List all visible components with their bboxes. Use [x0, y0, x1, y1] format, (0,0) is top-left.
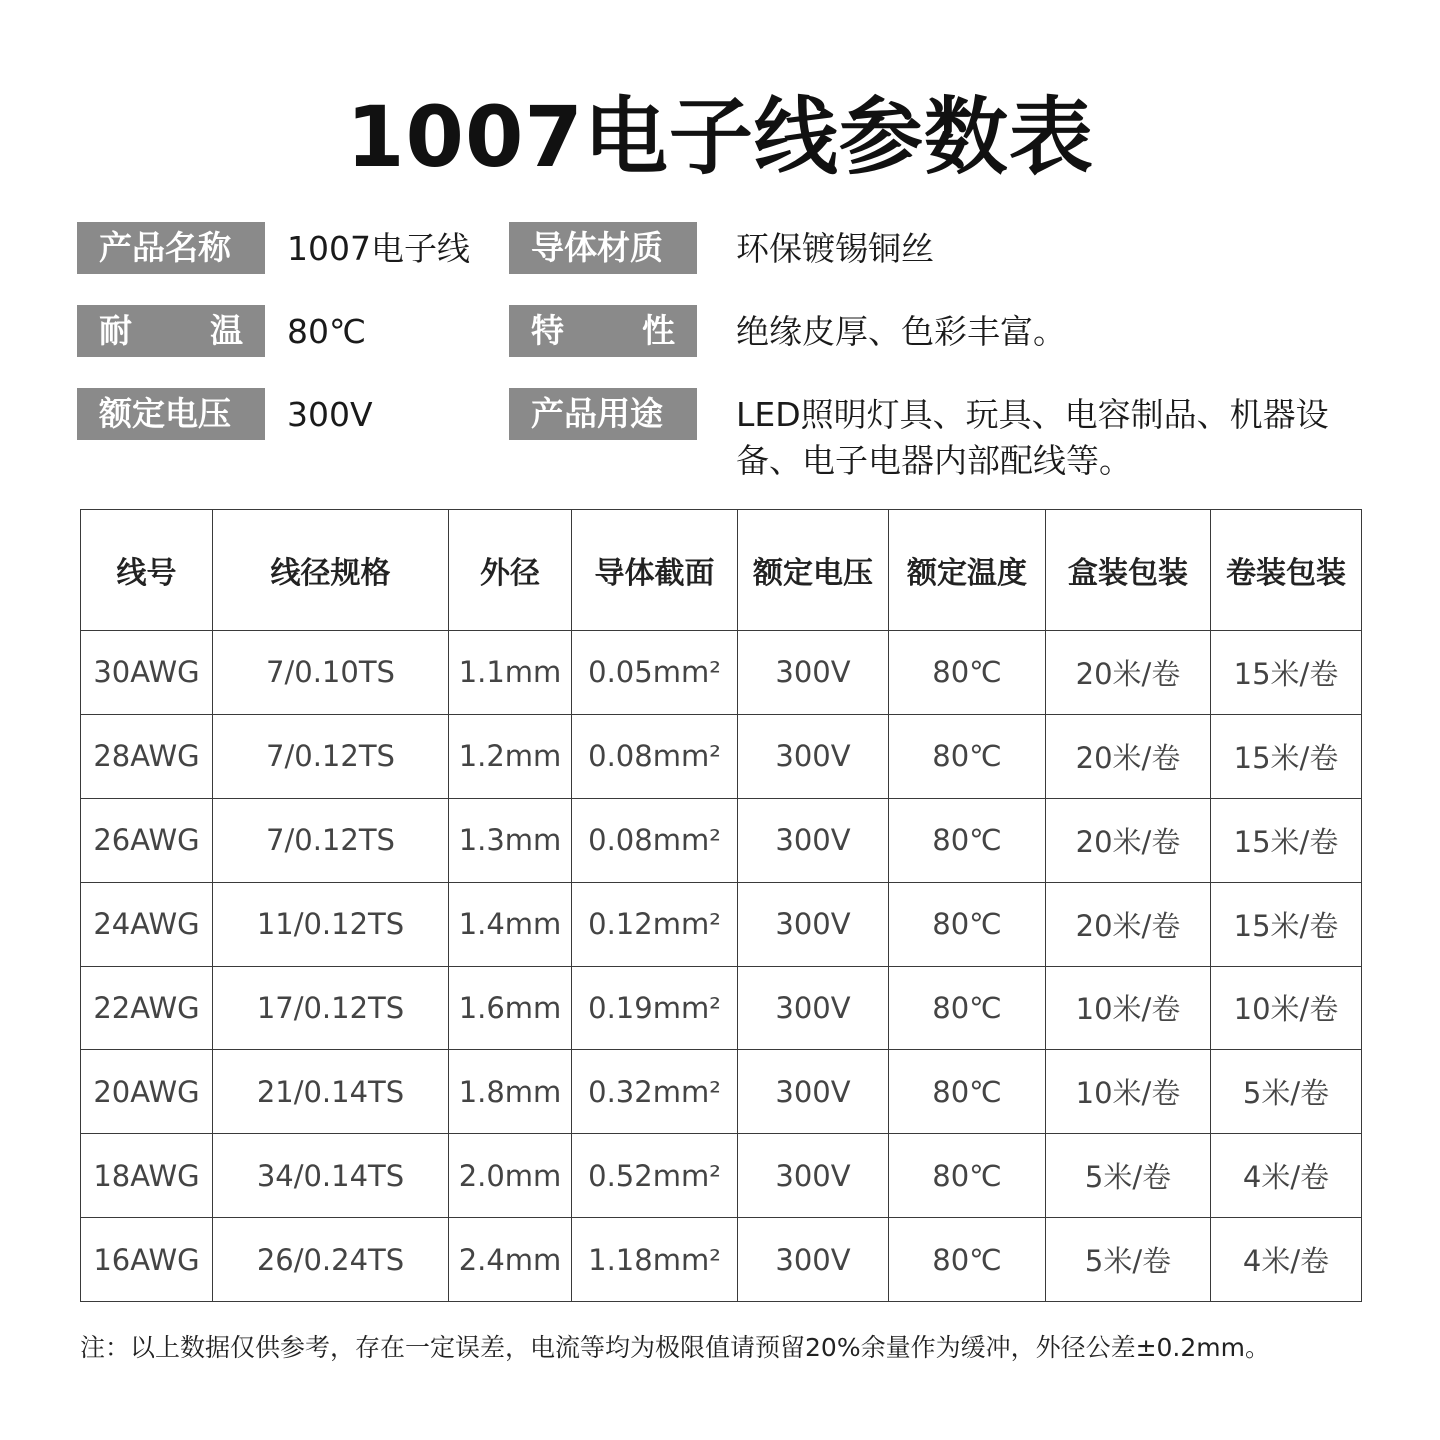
table-row — [81, 966, 1362, 1050]
table-cell: 28AWG — [81, 714, 213, 798]
table-cell: 20米/卷 — [1046, 631, 1211, 715]
table-row — [81, 1050, 1362, 1134]
table-cell: 20AWG — [81, 1050, 213, 1134]
table-cell: 1.1mm — [449, 631, 572, 715]
table-row — [81, 714, 1362, 798]
table-cell: 300V — [738, 882, 889, 966]
table-cell: 0.52mm² — [572, 1134, 738, 1218]
table-cell: 10米/卷 — [1046, 1050, 1211, 1134]
spec-label-char: 特 — [531, 311, 564, 350]
table-row — [81, 1134, 1362, 1218]
table-cell: 0.19mm² — [572, 966, 738, 1050]
table-cell: 20米/卷 — [1046, 714, 1211, 798]
table-cell: 80℃ — [889, 1134, 1046, 1218]
spec-label-text: 额定电压 — [99, 394, 231, 433]
spec-value-conductor: 环保镀锡铜丝 — [736, 229, 934, 268]
table-row — [81, 798, 1362, 882]
table-cell: 15米/卷 — [1211, 798, 1362, 882]
table-cell: 80℃ — [889, 798, 1046, 882]
spec-value-usage-line: 备、电子电器内部配线等。 — [736, 441, 1132, 480]
table-cell: 15米/卷 — [1211, 714, 1362, 798]
table-cell: 300V — [738, 1134, 889, 1218]
table-cell: 7/0.10TS — [213, 631, 449, 715]
table-cell: 1.2mm — [449, 714, 572, 798]
table-cell: 80℃ — [889, 882, 1046, 966]
spec-value-temperature: 80℃ — [287, 312, 367, 351]
table-cell: 34/0.14TS — [213, 1134, 449, 1218]
table-cell: 80℃ — [889, 966, 1046, 1050]
table-cell: 5米/卷 — [1046, 1134, 1211, 1218]
spec-label-char: 性 — [642, 311, 675, 350]
table-cell: 5米/卷 — [1211, 1050, 1362, 1134]
table-cell: 0.08mm² — [572, 714, 738, 798]
table-cell: 24AWG — [81, 882, 213, 966]
spec-label-char: 温 — [210, 311, 243, 350]
table-cell: 1.4mm — [449, 882, 572, 966]
spec-value-feature: 绝缘皮厚、色彩丰富。 — [736, 312, 1066, 351]
table-cell: 0.08mm² — [572, 798, 738, 882]
table-cell: 80℃ — [889, 1218, 1046, 1302]
table-cell: 7/0.12TS — [213, 798, 449, 882]
table-cell: 1.8mm — [449, 1050, 572, 1134]
spec-label-usage — [509, 388, 697, 440]
table-cell: 15米/卷 — [1211, 631, 1362, 715]
spec-label-product-name — [77, 222, 265, 274]
column-header: 外径 — [449, 510, 572, 631]
table-cell: 80℃ — [889, 1050, 1046, 1134]
table-cell: 26/0.24TS — [213, 1218, 449, 1302]
column-header: 线径规格 — [213, 510, 449, 631]
table-cell: 10米/卷 — [1046, 966, 1211, 1050]
table-cell: 1.3mm — [449, 798, 572, 882]
table-cell: 21/0.14TS — [213, 1050, 449, 1134]
table-cell: 16AWG — [81, 1218, 213, 1302]
spec-label-text: 产品用途 — [531, 394, 663, 433]
column-header: 线号 — [81, 510, 213, 631]
spec-label-text: 导体材质 — [531, 228, 663, 267]
table-cell: 11/0.12TS — [213, 882, 449, 966]
table-cell: 2.4mm — [449, 1218, 572, 1302]
table-cell: 300V — [738, 1050, 889, 1134]
table-row — [81, 631, 1362, 715]
table-cell: 300V — [738, 966, 889, 1050]
table-row — [81, 882, 1362, 966]
table-cell: 22AWG — [81, 966, 213, 1050]
spec-value-usage — [736, 392, 1376, 484]
table-cell: 80℃ — [889, 714, 1046, 798]
column-header: 盒装包装 — [1046, 510, 1211, 631]
table-header-row — [81, 510, 1362, 631]
column-header: 额定温度 — [889, 510, 1046, 631]
table-cell: 10米/卷 — [1211, 966, 1362, 1050]
footnote: 注：以上数据仅供参考，存在一定误差，电流等均为极限值请预留20%余量作为缓冲，外径公差±0.2mm。 — [80, 1333, 1270, 1362]
parameter-table — [80, 509, 1362, 1302]
column-header: 额定电压 — [738, 510, 889, 631]
spec-value-product-name: 1007电子线 — [287, 229, 470, 268]
table-cell: 0.05mm² — [572, 631, 738, 715]
table-cell: 20米/卷 — [1046, 798, 1211, 882]
table-cell: 300V — [738, 714, 889, 798]
spec-value-usage-line: LED照明灯具、玩具、电容制品、机器设 — [736, 395, 1329, 434]
spec-label-temperature — [77, 305, 265, 357]
spec-label-voltage — [77, 388, 265, 440]
table-cell: 5米/卷 — [1046, 1218, 1211, 1302]
spec-label-conductor — [509, 222, 697, 274]
table-cell: 1.18mm² — [572, 1218, 738, 1302]
table-cell: 18AWG — [81, 1134, 213, 1218]
table-cell: 0.32mm² — [572, 1050, 738, 1134]
column-header: 卷装包装 — [1211, 510, 1362, 631]
table-cell: 30AWG — [81, 631, 213, 715]
table-row — [81, 1218, 1362, 1302]
table-cell: 4米/卷 — [1211, 1134, 1362, 1218]
table-cell: 17/0.12TS — [213, 966, 449, 1050]
table-cell: 15米/卷 — [1211, 882, 1362, 966]
spec-value-voltage: 300V — [287, 395, 373, 434]
spec-label-text: 产品名称 — [99, 228, 231, 267]
table-cell: 4米/卷 — [1211, 1218, 1362, 1302]
table-cell: 300V — [738, 798, 889, 882]
table-cell: 2.0mm — [449, 1134, 572, 1218]
table-cell: 300V — [738, 631, 889, 715]
table-cell: 0.12mm² — [572, 882, 738, 966]
table-cell: 20米/卷 — [1046, 882, 1211, 966]
table-cell: 1.6mm — [449, 966, 572, 1050]
column-header: 导体截面 — [572, 510, 738, 631]
spec-label-char: 耐 — [99, 311, 132, 350]
spec-label-feature — [509, 305, 697, 357]
table-cell: 7/0.12TS — [213, 714, 449, 798]
page-title: 1007电子线参数表 — [346, 88, 1094, 186]
table-cell: 80℃ — [889, 631, 1046, 715]
table-cell: 26AWG — [81, 798, 213, 882]
table-cell: 300V — [738, 1218, 889, 1302]
